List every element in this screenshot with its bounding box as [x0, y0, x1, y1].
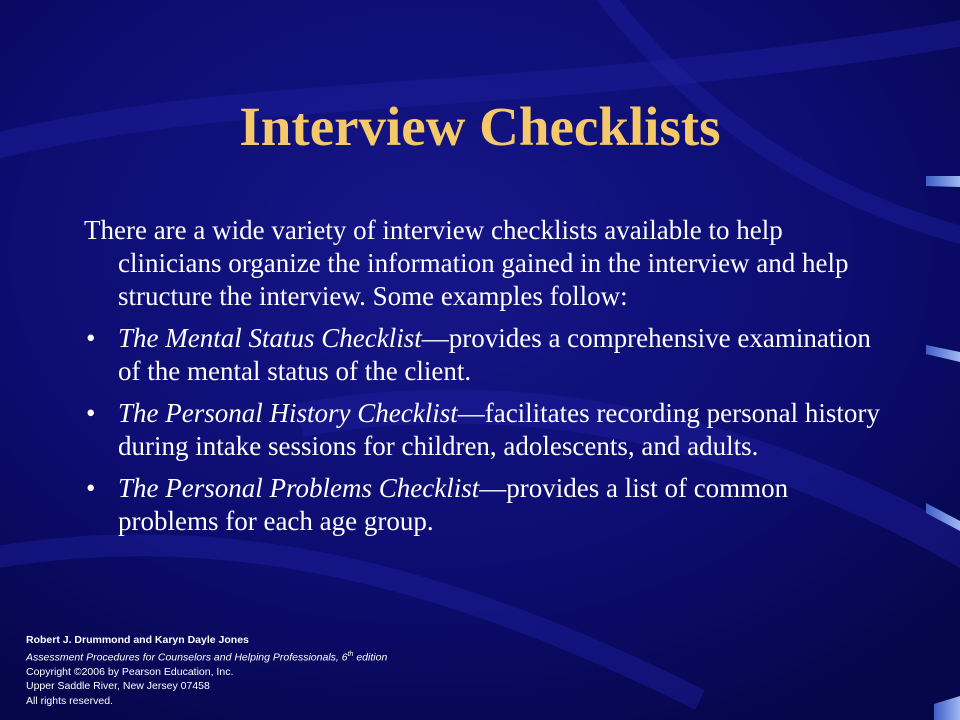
bullet-personal-problems [84, 472, 884, 538]
footer-rights: All rights reserved. [26, 694, 113, 707]
bullet-dot-icon: • [86, 323, 96, 353]
footer-authors: Robert J. Drummond and Karyn Dayle Jones [26, 634, 249, 646]
checklist-bullets [84, 322, 884, 538]
edition-word: edition [353, 651, 388, 663]
checklist-description: —provides a list of common problems for each age group. [118, 473, 789, 536]
bullet-mental-status [84, 322, 884, 388]
checklist-name: The Personal Problems Checklist [118, 473, 480, 503]
footer-book-title [26, 648, 387, 665]
copyright-footer [26, 633, 387, 708]
checklist-name: The Mental Status Checklist [118, 323, 422, 353]
slide-body [84, 214, 884, 538]
bullet-dot-icon: • [86, 398, 96, 428]
footer-copyright: Copyright ©2006 by Pearson Education, Inc. [26, 665, 234, 678]
book-title: Assessment Procedures for Counselors and Helping Professionals, 6 [26, 651, 348, 663]
intro-paragraph: There are a wide variety of interview checklists available to help clinicians organize the information gained in the interview and help structure the interview. Some examples follow: [84, 215, 849, 311]
checklist-name: The Personal History Checklist [118, 398, 458, 428]
edition-suffix: th [347, 650, 354, 658]
checklist-description: —provides a comprehensive examination of the mental status of the client. [118, 323, 871, 386]
footer-location: Upper Saddle River, New Jersey 07458 [26, 680, 210, 692]
bullet-dot-icon: • [86, 473, 96, 503]
bullet-personal-history [84, 397, 884, 463]
checklist-description: —facilitates recording personal history during intake sessions for children, adolescents, and adults. [118, 398, 880, 461]
slide-title: Interview Checklists [239, 96, 721, 157]
